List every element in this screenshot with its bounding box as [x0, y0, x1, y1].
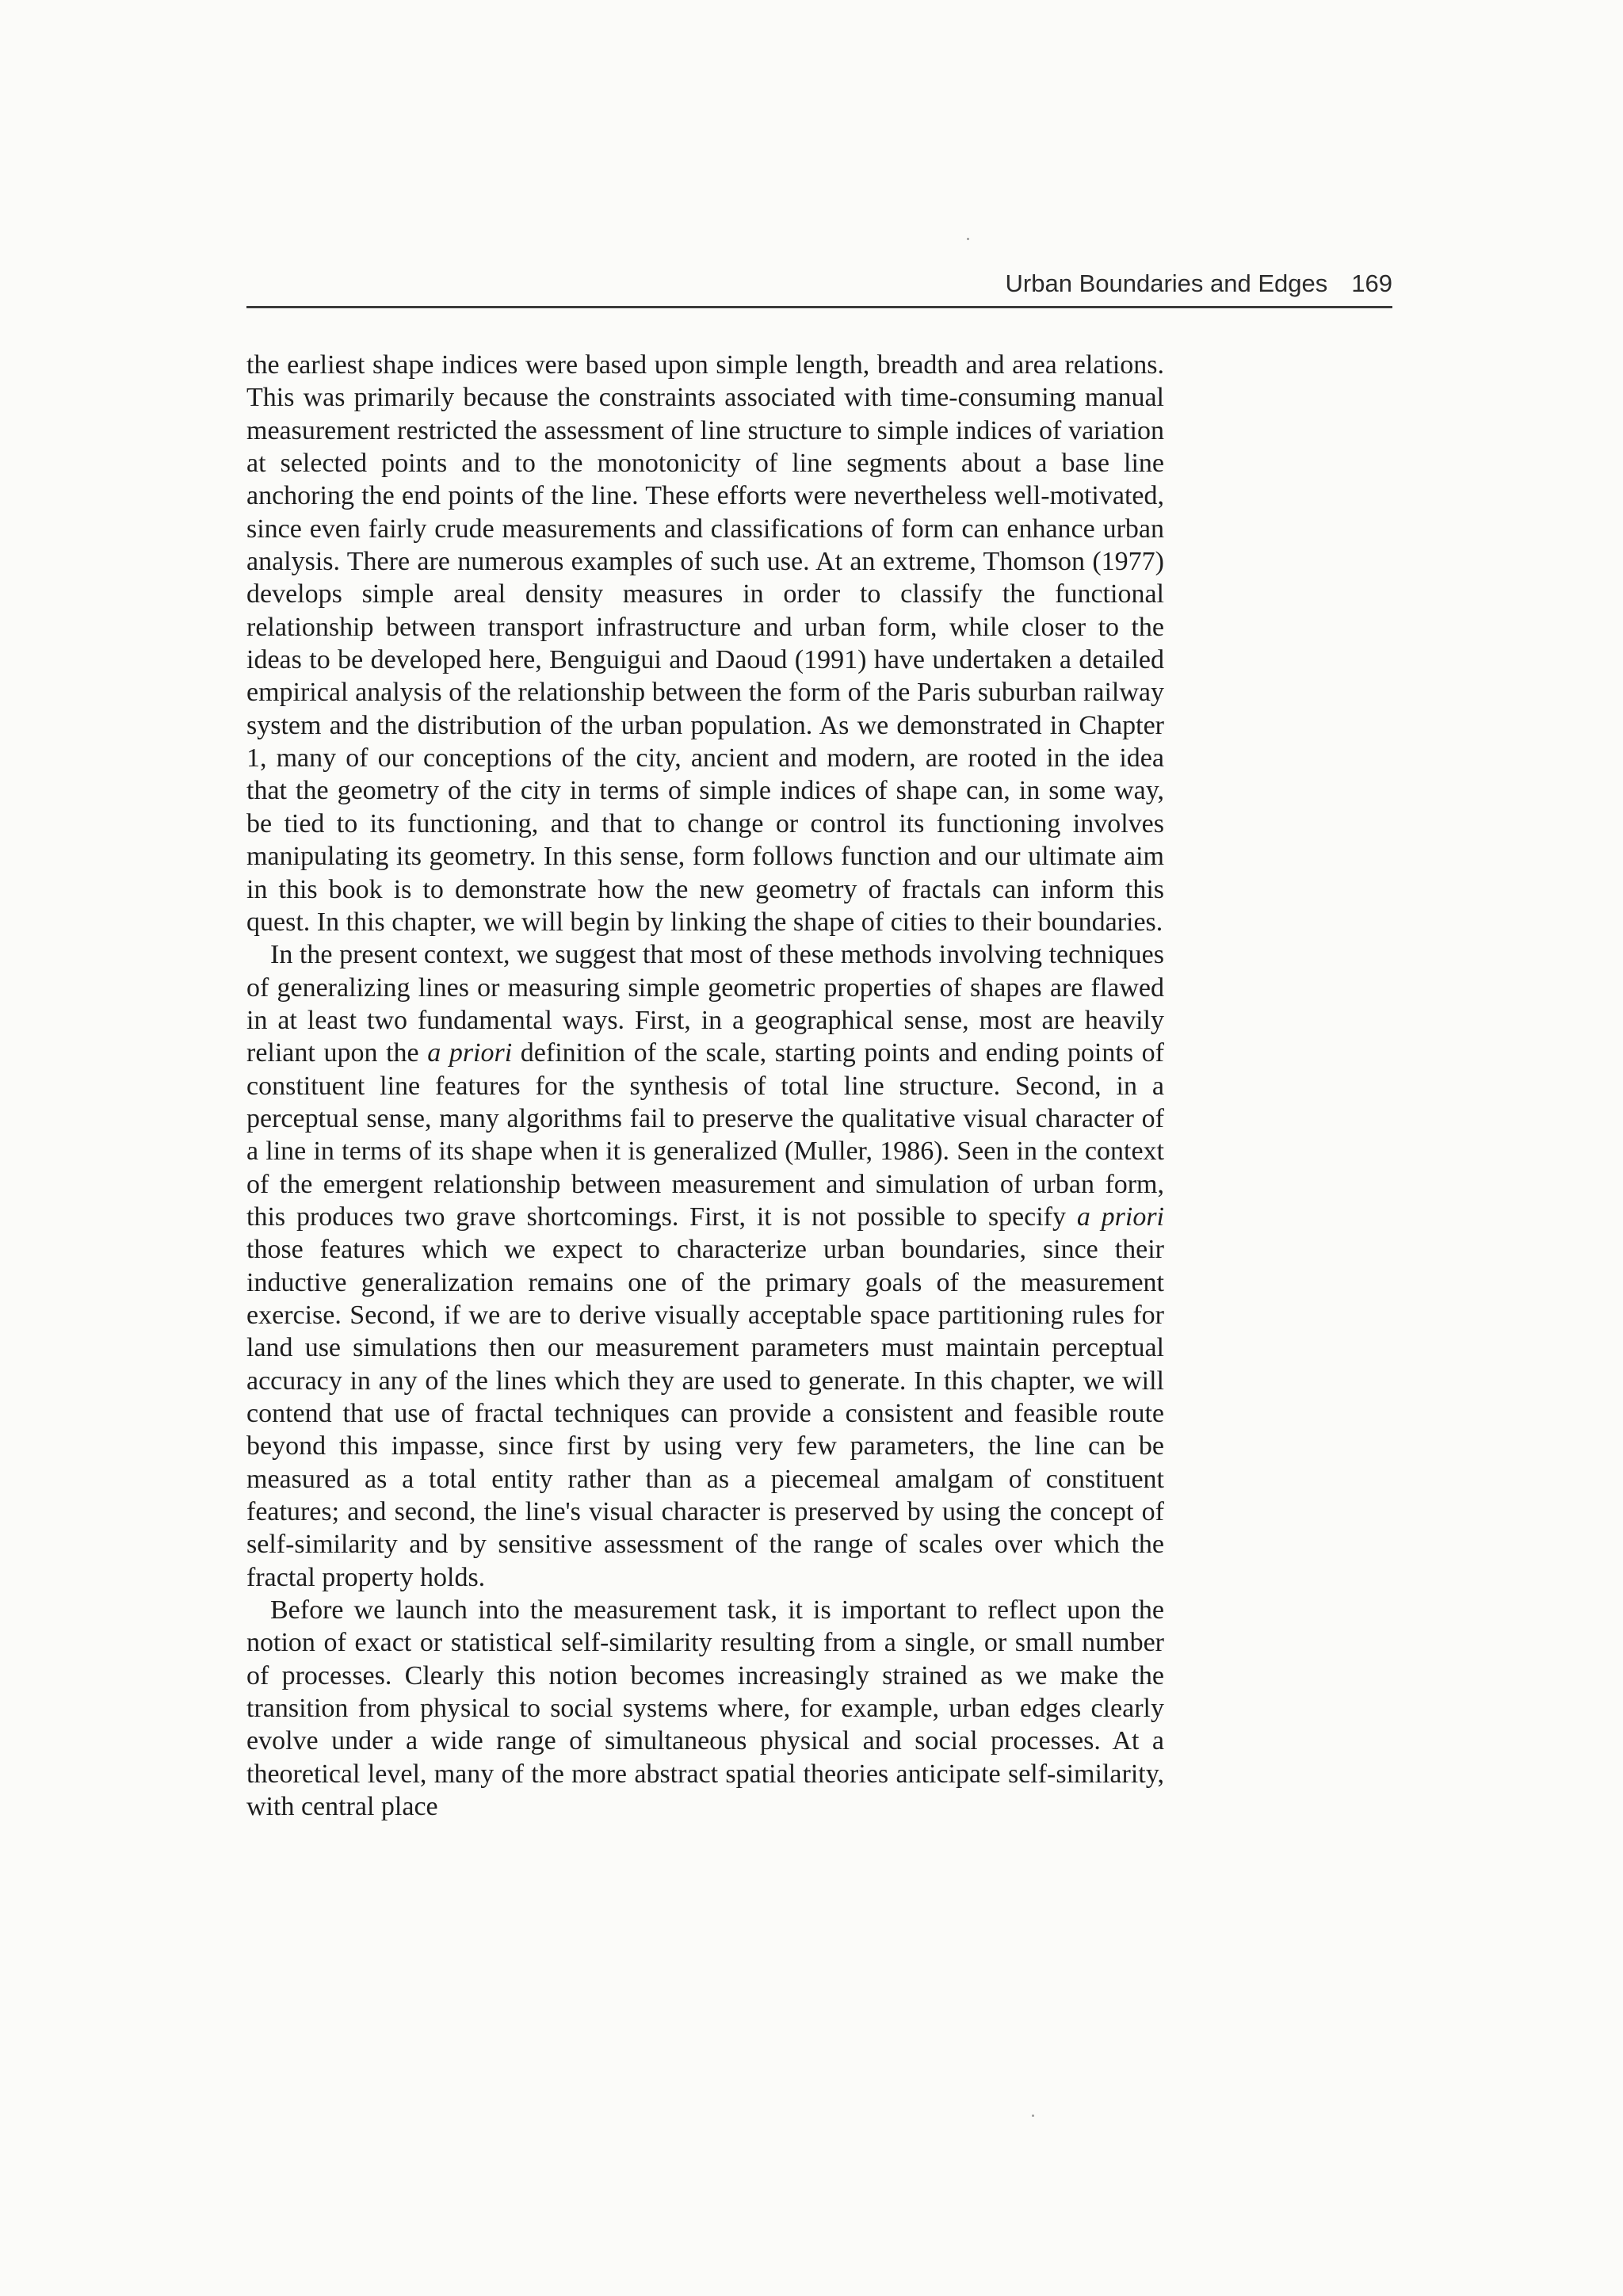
text-run: definition of the scale, starting points and ending points of constituent line features for the synthesis of total line structure. Second, in a perceptual sense, many algorithms fail to preserve the qualitative visual character of a line in terms of its shape when it is generalized (Muller, 1986). Seen in the context of the emergent relationship between measurement and simulation of urban form, this produces two grave shortcomings. First, it is not possible to specify [246, 1038, 1164, 1232]
italic-phrase: a priori [1076, 1201, 1164, 1232]
text-run: the earliest shape indices were based upon simple length, breadth and area relations. This was primarily because the constraints associated with time-consuming manual measurement restricted the assessment of line structure to simple indices of variation at selected points and to the monotonicity of line segments about a base line anchoring the end points of the line. These efforts were nevertheless well-motivated, since even fairly crude measurements and classifications of form can enhance urban analysis. There are numerous examples of such use. At an extreme, Thomson (1977) develops simple areal density measures in order to classify the functional relationship between transport infrastructure and urban form, while closer to the ideas to be developed here, Benguigui and Daoud (1991) have undertaken a detailed empirical analysis of the relationship between the form of the Paris suburban railway system and the distribution of the urban population. As we demonstrated in Chapter 1, many of our conceptions of the city, ancient and modern, are rooted in the idea that the geometry of the city in terms of simple indices of shape can, in some way, be tied to its functioning, and that to change or control its functioning involves manipulating its geometry. In this sense, form follows function and our ultimate aim in this book is to demonstrate how the new geometry of fractals can inform this quest. In this chapter, we will begin by linking the shape of cities to their boundaries. [246, 350, 1164, 937]
scan-speck [967, 238, 969, 240]
text-run: Before we launch into the measurement task, it is important to reflect upon the notion of exact or statistical self-similarity resulting from a single, or small number of processes. Clearly this notion becomes increasingly strained as we make the transition from physical to social systems where, for example, urban edges clearly evolve under a wide range of simultaneous physical and social processes. At a theoretical level, many of the more abstract spatial theories anticipate self-similarity, with central place [246, 1595, 1164, 1822]
paragraph [246, 938, 1164, 1594]
italic-phrase: a priori [427, 1038, 513, 1068]
running-head-title: Urban Boundaries and Edges [1005, 269, 1328, 297]
running-head [1006, 269, 1392, 298]
text-run: In the present context, we suggest that most of these methods involving techniques of generalizing lines or measuring simple geometric properties of shapes are flawed in at least two fundamental ways. First, in a geographical sense, most are heavily reliant upon the [246, 940, 1164, 1068]
paragraph [246, 349, 1164, 938]
page-number: 169 [1351, 269, 1392, 297]
page-header [246, 265, 1392, 308]
scan-speck [1032, 2115, 1034, 2117]
body-text [246, 349, 1164, 1823]
paragraph [246, 1594, 1164, 1823]
text-run: those features which we expect to characterize urban boundaries, since their inductive generalization remains one of the primary goals of the measurement exercise. Second, if we are to derive visually acceptable space partitioning rules for land use simulations then our measurement parameters must maintain perceptual accuracy in any of the lines which they are used to generate. In this chapter, we will contend that use of fractal techniques can provide a consistent and feasible route beyond this impasse, since first by using very few parameters, the line can be measured as a total entity rather than as a piecemeal amalgam of constituent features; and second, the line's visual character is preserved by using the concept of self-similarity and by sensitive assessment of the range of scales over which the fractal property holds. [246, 1235, 1164, 1592]
